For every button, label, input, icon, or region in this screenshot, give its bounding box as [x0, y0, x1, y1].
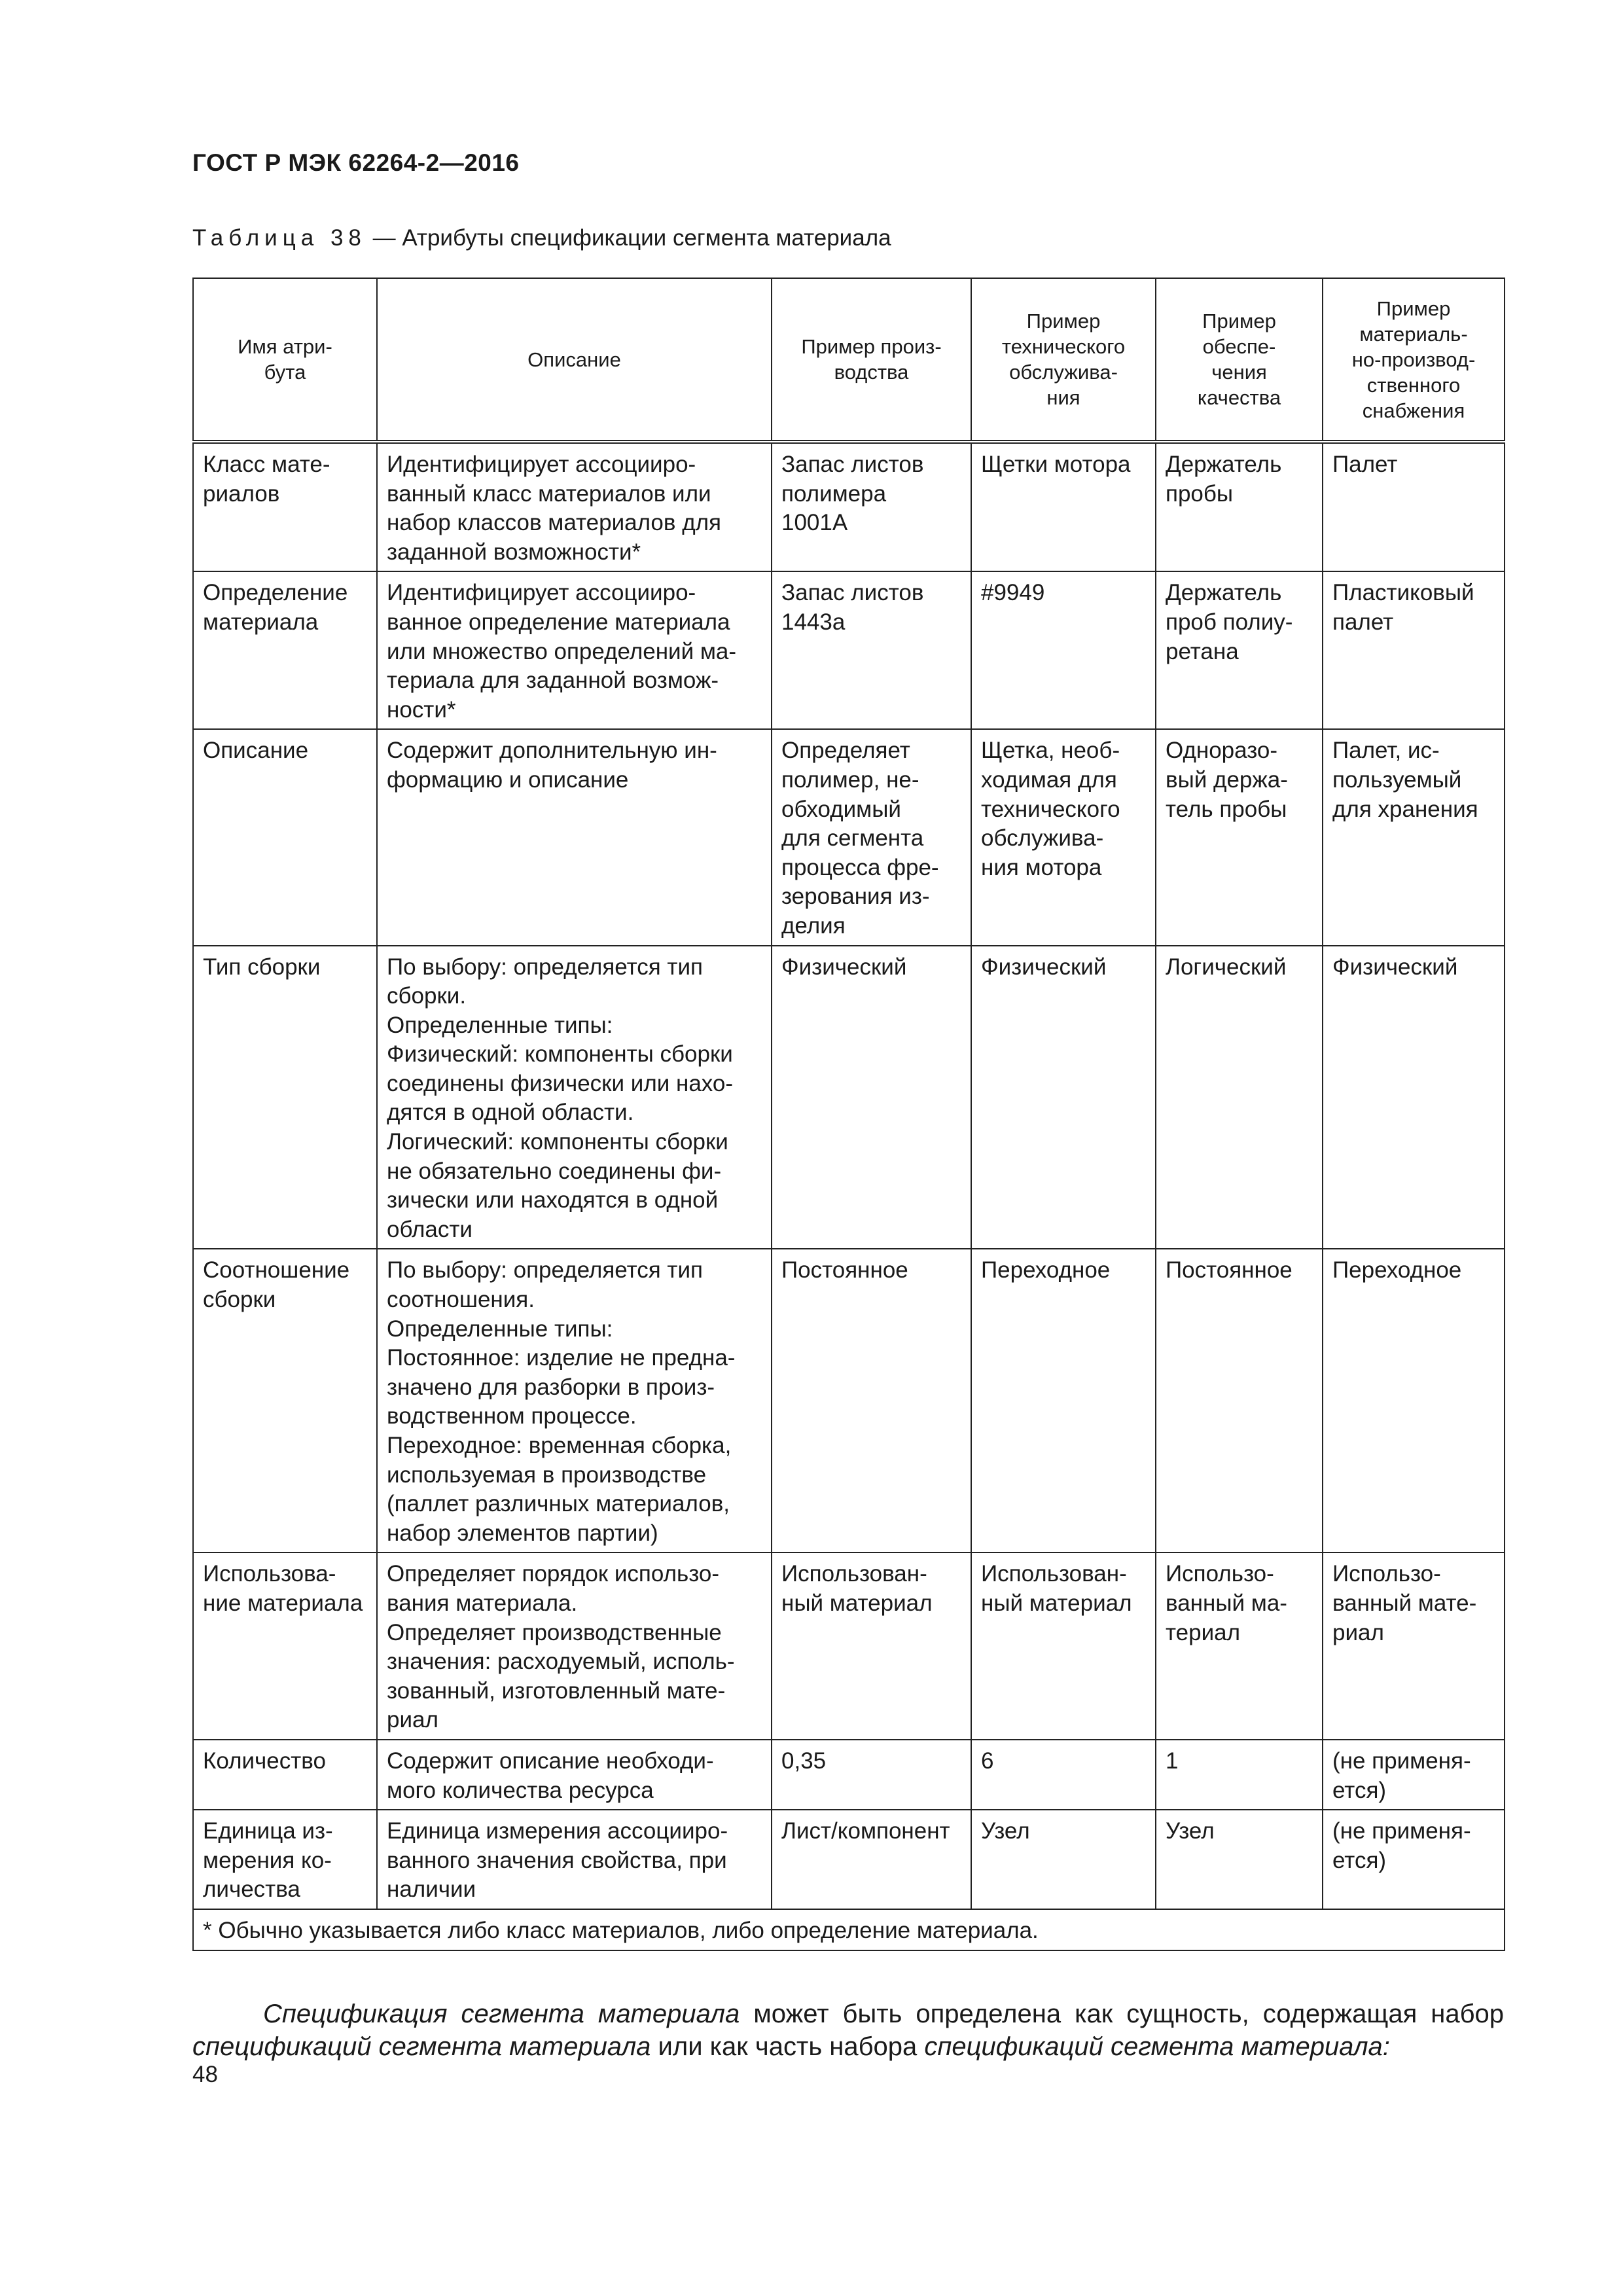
term-material-segment-spec: Спецификация сегмента материала [263, 2000, 740, 2028]
header-supply-example [1323, 278, 1505, 442]
cell-supply [1323, 1740, 1505, 1810]
cell-line: Использова- [203, 1561, 336, 1587]
cell-line: Описание [527, 348, 621, 371]
cell-line: Пример [1026, 310, 1101, 332]
table-row [193, 442, 1505, 571]
document-header: ГОСТ Р МЭК 62264-2—2016 [192, 149, 520, 176]
cell-line: Физический: компоненты сборки [387, 1041, 733, 1067]
page-number: 48 [192, 2062, 218, 2087]
cell-line: вый держа- [1166, 766, 1288, 793]
cell-line: 1001А [781, 510, 848, 536]
cell-line: Узел [981, 1818, 1030, 1844]
cell-supply [1323, 1552, 1505, 1740]
cell-line: #9949 [981, 580, 1045, 606]
cell-line: Пример [1202, 310, 1276, 332]
cell-line: ванный мате- [1332, 1590, 1477, 1616]
cell-line: ный материал [781, 1590, 933, 1616]
cell-name [193, 729, 377, 945]
cell-line: Описание [203, 738, 309, 764]
cell-line: Пример произ- [801, 335, 942, 358]
cell-line: (паллет различных материалов, [387, 1491, 730, 1517]
cell-line: Использован- [781, 1561, 927, 1587]
cell-line: Использо- [1332, 1561, 1441, 1587]
cell-line: Определенные типы: [387, 1316, 613, 1342]
table-caption-label: Таблица 38 [192, 225, 366, 251]
table-footnote-row [193, 1909, 1505, 1950]
cell-line: зерования из- [781, 884, 930, 910]
cell-line: личества [203, 1876, 300, 1903]
cell-supply [1323, 1249, 1505, 1552]
cell-line: Пластиковый [1332, 580, 1474, 606]
cell-line: Тип сборки [203, 954, 321, 980]
cell-line: (не применя- [1332, 1748, 1471, 1774]
cell-line: Идентифицирует ассоцииро- [387, 580, 696, 606]
cell-line: Переходное [1332, 1257, 1462, 1283]
cell-line: Постоянное [1166, 1257, 1293, 1283]
closing-paragraph [192, 1998, 1504, 2063]
cell-line: сборки. [387, 983, 467, 1009]
cell-line: Узел [1166, 1818, 1215, 1844]
cell-line: набор классов материалов для [387, 510, 722, 536]
cell-line: Содержит описание необходи- [387, 1748, 714, 1774]
cell-description [377, 1740, 772, 1810]
cell-line: Класс мате- [203, 452, 330, 477]
term-material-segment-specs-set: спецификаций сегмента материала: [924, 2032, 1390, 2061]
cell-line: Имя атри- [238, 335, 332, 358]
cell-production [772, 442, 971, 571]
cell-supply [1323, 729, 1505, 945]
cell-line: ходимая для [981, 766, 1117, 793]
cell-line: риалов [203, 480, 280, 507]
header-description [377, 278, 772, 442]
table-row [193, 1810, 1505, 1909]
cell-production [772, 1740, 971, 1810]
cell-line: Лист/компонент [781, 1818, 950, 1844]
cell-supply [1323, 1810, 1505, 1909]
cell-line: Держатель [1166, 452, 1282, 477]
cell-name [193, 1552, 377, 1740]
cell-line: материаль- [1359, 322, 1468, 346]
cell-line: Палет [1332, 452, 1398, 477]
cell-line: ется) [1332, 1777, 1387, 1803]
cell-name [193, 946, 377, 1249]
cell-line: Держатель [1166, 580, 1282, 606]
cell-description [377, 729, 772, 945]
table-caption-title: — Атрибуты спецификации сегмента материала [372, 225, 891, 251]
cell-quality [1156, 442, 1323, 571]
cell-line: Запас листов [781, 452, 924, 477]
cell-line: пользуемый [1332, 766, 1462, 793]
cell-line: материала [203, 609, 319, 635]
cell-line: полимера [781, 480, 887, 507]
cell-line: 1443а [781, 609, 846, 635]
cell-line: териала для заданной возмож- [387, 668, 719, 694]
cell-line: ния мотора [981, 854, 1102, 880]
cell-line: Физический [981, 954, 1107, 980]
cell-line: 6 [981, 1748, 994, 1774]
cell-line: ванное определение материала [387, 609, 730, 635]
table-row [193, 1552, 1505, 1740]
header-quality-example [1156, 278, 1323, 442]
table-row [193, 946, 1505, 1249]
cell-name [193, 571, 377, 729]
cell-line: водственном процессе. [387, 1403, 637, 1429]
cell-line: для сегмента [781, 825, 924, 852]
cell-line: По выбору: определяется тип [387, 1257, 703, 1283]
cell-line: соотношения. [387, 1287, 535, 1313]
table-caption [192, 225, 891, 251]
cell-line: или множество определений ма- [387, 638, 737, 664]
cell-line: ния [1046, 386, 1080, 409]
cell-production [772, 946, 971, 1249]
cell-line: используемая в производстве [387, 1462, 707, 1488]
cell-maintenance [971, 946, 1156, 1249]
cell-line: зованный, изготовленный мате- [387, 1677, 726, 1704]
cell-line: заданной возможности* [387, 539, 641, 565]
cell-line: Переходное: временная сборка, [387, 1433, 732, 1458]
paragraph-text-2: или как часть набора [651, 2032, 925, 2061]
cell-maintenance [971, 571, 1156, 729]
cell-line: формацию и описание [387, 766, 629, 793]
cell-line: ванный класс материалов или [387, 480, 711, 507]
cell-maintenance [971, 1810, 1156, 1909]
cell-line: обслужива- [1009, 361, 1118, 384]
cell-line: ние материала [203, 1590, 363, 1616]
header-maintenance-example [971, 278, 1156, 442]
cell-line: Определяет [781, 738, 910, 764]
header-production-example [772, 278, 971, 442]
cell-line: мого количества ресурса [387, 1777, 654, 1803]
cell-description [377, 1249, 772, 1552]
cell-name [193, 1810, 377, 1909]
cell-line: Идентифицирует ассоцииро- [387, 452, 696, 477]
cell-line: водства [834, 361, 909, 384]
attributes-table [192, 278, 1505, 1951]
cell-line: Пример [1376, 296, 1451, 320]
table-row [193, 571, 1505, 729]
table-row [193, 1249, 1505, 1552]
table-body [193, 442, 1505, 1909]
cell-line: пробы [1166, 480, 1234, 507]
cell-line: не обязательно соединены фи- [387, 1158, 722, 1184]
cell-line: Количество [203, 1748, 326, 1774]
cell-maintenance [971, 1249, 1156, 1552]
cell-line: Определение [203, 580, 348, 606]
cell-line: ретана [1166, 638, 1239, 664]
cell-line: Использован- [981, 1561, 1127, 1587]
cell-line: ется) [1332, 1847, 1387, 1873]
cell-line: Определяет порядок использо- [387, 1561, 719, 1587]
cell-line: обходимый [781, 796, 901, 822]
table-row [193, 729, 1505, 945]
cell-line: значено для разборки в произ- [387, 1374, 715, 1400]
cell-line: Постоянное: изделие не предна- [387, 1345, 736, 1371]
cell-production [772, 1552, 971, 1740]
cell-line: Использо- [1166, 1561, 1274, 1587]
cell-line: делия [781, 912, 846, 939]
cell-maintenance [971, 1740, 1156, 1810]
cell-maintenance [971, 729, 1156, 945]
cell-line: Содержит дополнительную ин- [387, 738, 717, 764]
cell-line: Постоянное [781, 1257, 908, 1283]
cell-maintenance [971, 1552, 1156, 1740]
cell-line: териал [1166, 1619, 1241, 1645]
table-footnote: * Обычно указывается либо класс материалов, либо определение материала. [193, 1909, 1505, 1950]
cell-line: Одноразо- [1166, 738, 1277, 764]
cell-quality [1156, 946, 1323, 1249]
cell-line: Физический [1332, 954, 1458, 980]
cell-line: бута [264, 361, 306, 384]
cell-production [772, 571, 971, 729]
cell-quality [1156, 1810, 1323, 1909]
cell-production [772, 729, 971, 945]
cell-line: Палет, ис- [1332, 738, 1440, 764]
cell-line: Физический [781, 954, 907, 980]
cell-production [772, 1249, 971, 1552]
cell-line: качества [1197, 386, 1281, 409]
cell-line: набор элементов партии) [387, 1520, 658, 1546]
cell-line: сборки [203, 1287, 276, 1313]
cell-description [377, 1552, 772, 1740]
cell-line: риал [1332, 1619, 1384, 1645]
cell-line: наличии [387, 1876, 476, 1903]
cell-line: ный материал [981, 1590, 1132, 1616]
cell-line: По выбору: определяется тип [387, 954, 703, 980]
cell-name [193, 1740, 377, 1810]
cell-quality [1156, 571, 1323, 729]
cell-line: области [387, 1216, 473, 1242]
cell-line: палет [1332, 609, 1394, 635]
cell-description [377, 1810, 772, 1909]
cell-quality [1156, 1249, 1323, 1552]
cell-line: чения [1211, 361, 1267, 384]
header-attribute-name [193, 278, 377, 442]
cell-line: соединены физически или нахо- [387, 1070, 734, 1096]
cell-line: зически или находятся в одной [387, 1187, 719, 1213]
cell-line: обслужива- [981, 825, 1104, 852]
cell-quality [1156, 1740, 1323, 1810]
cell-line: ственного [1366, 373, 1461, 397]
cell-line: Соотношение [203, 1257, 350, 1283]
cell-line: ванного значения свойства, при [387, 1847, 727, 1873]
cell-line: Определенные типы: [387, 1012, 613, 1038]
cell-quality [1156, 729, 1323, 945]
paragraph-text-1: может быть определена как сущность, содержащая набор [740, 2000, 1504, 2028]
cell-line: для хранения [1332, 796, 1478, 822]
cell-supply [1323, 946, 1505, 1249]
cell-line: (не применя- [1332, 1818, 1471, 1844]
cell-line: Запас листов [781, 580, 924, 606]
table-header-row [193, 278, 1505, 442]
cell-line: Логический: компоненты сборки [387, 1129, 728, 1155]
cell-line: 1 [1166, 1748, 1179, 1774]
cell-line: полимер, не- [781, 766, 919, 793]
cell-line: Единица измерения ассоцииро- [387, 1818, 728, 1844]
cell-line: Определяет производственные [387, 1619, 722, 1645]
cell-line: но-производ- [1351, 348, 1476, 371]
cell-line: 0,35 [781, 1748, 827, 1774]
cell-line: Переходное [981, 1257, 1111, 1283]
cell-line: технического [1001, 335, 1126, 358]
term-material-segment-specs: спецификаций сегмента материала [192, 2032, 651, 2061]
cell-line: проб полиу- [1166, 609, 1293, 635]
cell-line: процесса фре- [781, 854, 939, 880]
cell-supply [1323, 442, 1505, 571]
cell-line: Единица из- [203, 1818, 333, 1844]
cell-quality [1156, 1552, 1323, 1740]
cell-line: ности* [387, 696, 456, 723]
cell-description [377, 946, 772, 1249]
cell-name [193, 1249, 377, 1552]
cell-name [193, 442, 377, 571]
cell-line: тель пробы [1166, 796, 1287, 822]
cell-line: Логический [1166, 954, 1287, 980]
cell-line: Щетка, необ- [981, 738, 1120, 764]
cell-line: дятся в одной области. [387, 1100, 634, 1126]
cell-description [377, 442, 772, 571]
cell-line: значения: расходуемый, исполь- [387, 1649, 735, 1675]
cell-maintenance [971, 442, 1156, 571]
cell-line: снабжения [1362, 399, 1465, 422]
table-row [193, 1740, 1505, 1810]
cell-supply [1323, 571, 1505, 729]
cell-line: ванный ма- [1166, 1590, 1287, 1616]
cell-line: риал [387, 1707, 438, 1733]
cell-line: Щетки мотора [981, 452, 1131, 477]
cell-line: мерения ко- [203, 1847, 332, 1873]
cell-production [772, 1810, 971, 1909]
cell-line: обеспе- [1202, 335, 1276, 358]
cell-line: вания материала. [387, 1590, 578, 1616]
cell-line: технического [981, 796, 1120, 822]
cell-description [377, 571, 772, 729]
